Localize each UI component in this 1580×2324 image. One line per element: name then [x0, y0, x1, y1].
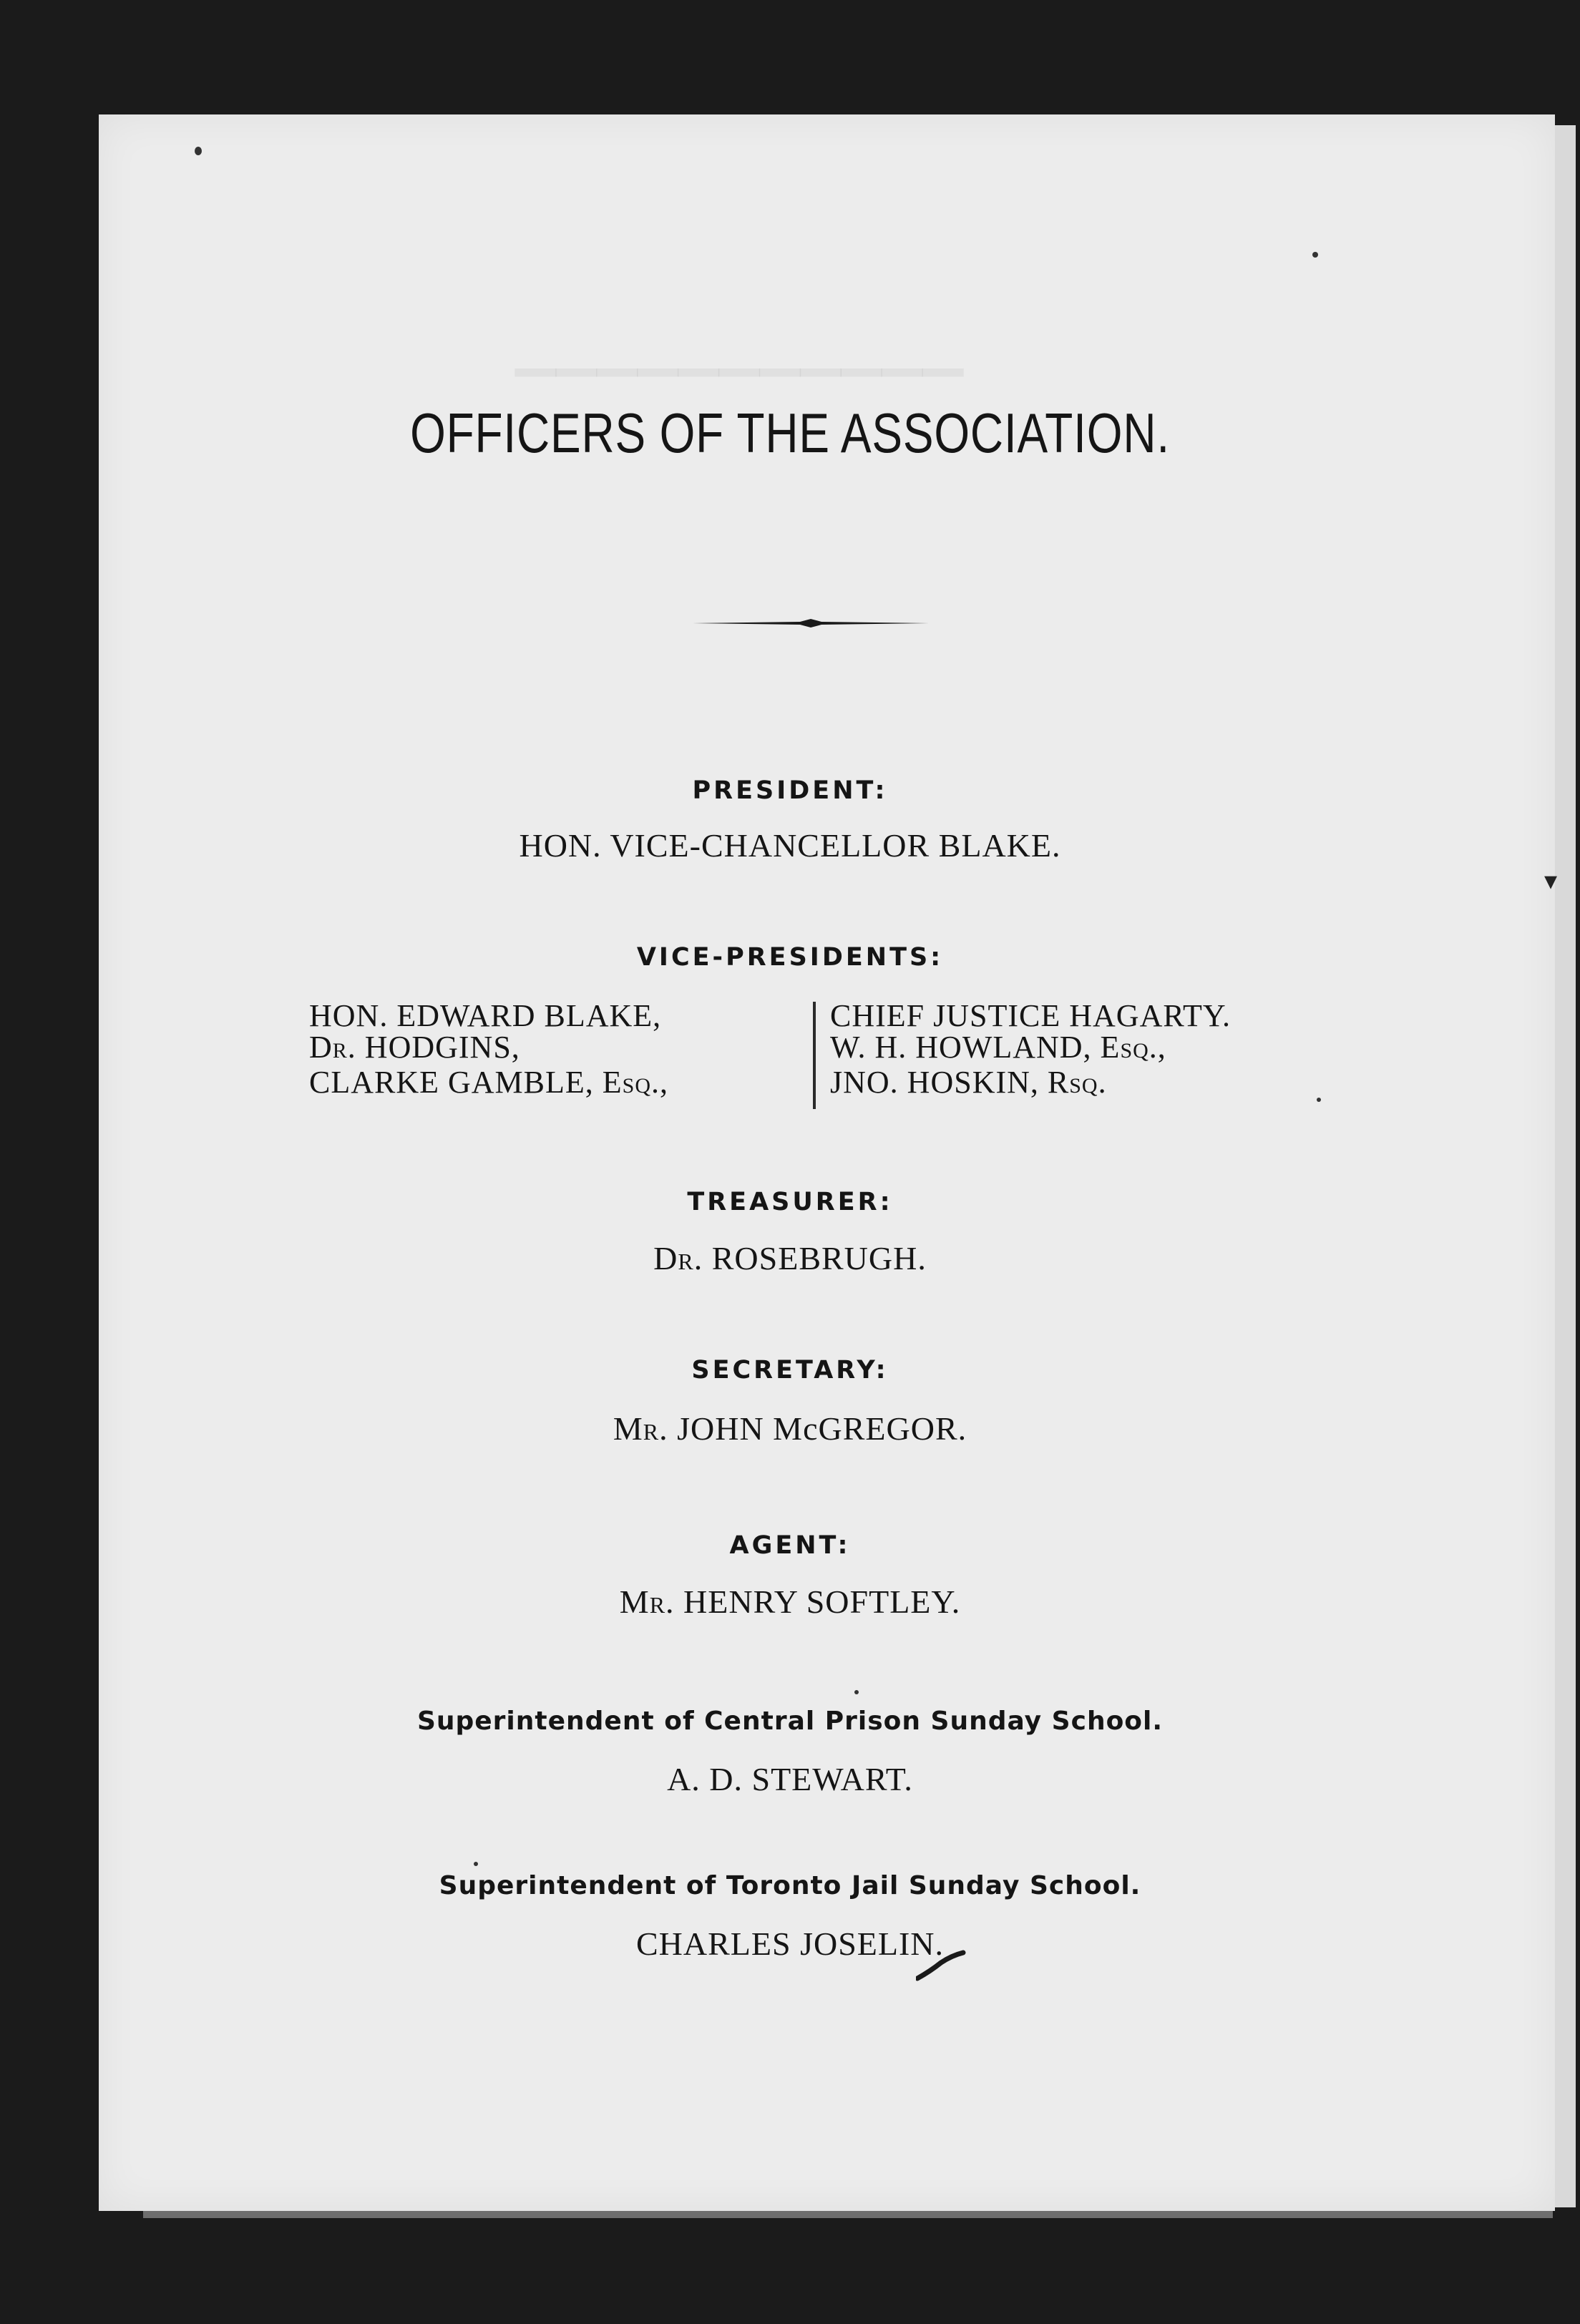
pen-mark: [916, 1950, 966, 1982]
officer-name: . ROSEBRUGH.: [693, 1240, 927, 1276]
title-suffix-small: SQ: [1120, 1039, 1149, 1063]
speck: [1317, 1098, 1321, 1102]
show-through-text: ▁▁▁▁▁▁▁▁▁▁▁: [515, 317, 964, 376]
vice-presidents-left-column: [309, 1000, 668, 1102]
agent-heading: AGENT:: [729, 1531, 851, 1560]
speck: [195, 147, 202, 155]
treasurer-heading: TREASURER:: [687, 1188, 893, 1216]
speck: [474, 1862, 478, 1866]
title-prefix: D: [653, 1240, 678, 1276]
president-heading: PRESIDENT:: [692, 776, 888, 805]
vice-president-entry: [309, 1000, 668, 1032]
column-divider: [813, 1002, 816, 1109]
title-suffix-small: SQ: [1069, 1074, 1098, 1098]
toronto-jail-superintendent-heading: Superintendent of Toronto Jail Sunday School.: [439, 1871, 1141, 1900]
officer-name: . JOHN McGREGOR.: [659, 1410, 967, 1447]
title-prefix: D: [309, 1030, 333, 1065]
speck: [1312, 252, 1318, 258]
title-prefix: M: [619, 1583, 650, 1620]
vice-president-entry: [830, 1000, 1231, 1032]
vice-president-entry: [830, 1067, 1231, 1102]
agent-name: [0, 1583, 1580, 1621]
title-prefix-small: R: [649, 1592, 666, 1618]
title-prefix-small: R: [643, 1419, 660, 1445]
vice-president-name: HON. EDWARD BLAKE,: [309, 998, 662, 1033]
page-title: OFFICERS OF THE ASSOCIATION.: [410, 401, 1170, 464]
vice-president-name: CHIEF JUSTICE HAGARTY.: [830, 998, 1232, 1033]
central-prison-superintendent-name: A. D. STEWART.: [667, 1761, 913, 1797]
vice-president-entry: [830, 1032, 1231, 1067]
title-prefix-small: R: [332, 1039, 348, 1063]
secretary-name: [0, 1410, 1580, 1447]
toronto-jail-superintendent-name: CHARLES JOSELIN.: [635, 1925, 945, 1962]
vice-presidents-right-column: [830, 1000, 1231, 1102]
vice-president-entry: [309, 1067, 668, 1102]
title-suffix: .: [1098, 1065, 1107, 1100]
vice-presidents-heading: VICE-PRESIDENTS:: [636, 943, 944, 972]
title-suffix-small: SQ: [622, 1074, 652, 1098]
vice-president-name: CLARKE GAMBLE, E: [309, 1065, 623, 1100]
vice-president-name: W. H. HOWLAND, E: [830, 1030, 1121, 1065]
central-prison-superintendent-heading: Superintendent of Central Prison Sunday School.: [416, 1707, 1164, 1736]
speck: [854, 1690, 859, 1694]
ornamental-rule: [693, 618, 929, 628]
title-prefix-small: R: [678, 1249, 694, 1274]
vice-president-name: JNO. HOSKIN, R: [830, 1065, 1070, 1100]
treasurer-name: [0, 1239, 1580, 1277]
secretary-heading: SECRETARY:: [691, 1356, 889, 1385]
title-suffix: .,: [1149, 1030, 1166, 1065]
officer-name: . HENRY SOFTLEY.: [665, 1583, 961, 1620]
title-prefix: M: [613, 1410, 643, 1447]
vice-president-entry: [309, 1032, 668, 1067]
vice-president-name: . HODGINS,: [347, 1030, 520, 1065]
president-name: HON. VICE-CHANCELLOR BLAKE.: [519, 827, 1061, 864]
fold-arrow-icon: ▾: [1544, 866, 1558, 895]
title-suffix: .,: [651, 1065, 669, 1100]
